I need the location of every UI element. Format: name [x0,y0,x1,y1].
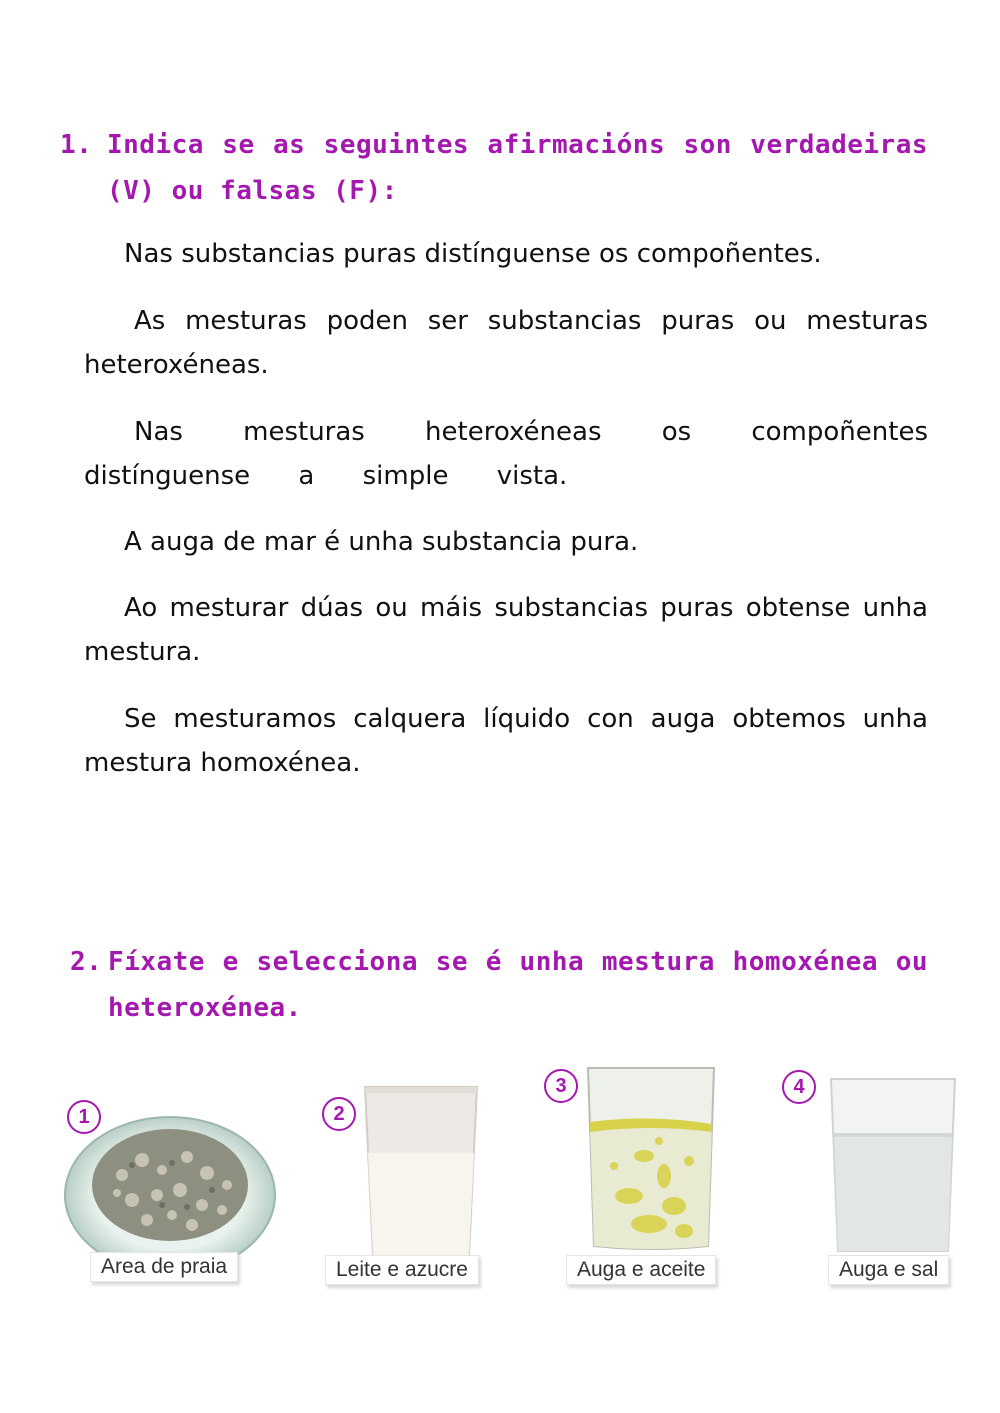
caption-milk: Leite e azucre [325,1255,479,1285]
badge-4: 4 [782,1070,816,1104]
caption-sand: Area de praia [90,1252,238,1282]
statement-2 [84,299,928,387]
statement-6 [84,697,928,785]
question-2-text: Fíxate e selecciona se é unha mestura homoxénea ou heteroxénea. [108,947,928,1023]
statement-6-text: Se mesturamos calquera líquido con auga obtemos unha mestura homoxénea. [84,704,928,778]
question-2-title [70,939,928,1031]
badge-1: 1 [67,1100,101,1134]
caption-salt-water: Auga e sal [828,1255,949,1285]
badge-2: 2 [322,1097,356,1131]
statement-2-text: As mesturas poden ser substancias puras ou mesturas heteroxéneas. [84,306,928,380]
oil-beaker-image [584,1066,719,1254]
milk-glass-image [361,1085,481,1260]
statement-5-text: Ao mesturar dúas ou máis substancias puras obtense unha mestura. [84,593,928,667]
statement-3-text: Nas mesturas heteroxéneas os compoñentes distínguense a simple vista. [84,417,928,491]
statement-1 [84,232,928,276]
salt-water-glass-image [828,1073,958,1263]
question-2-number: 2. [70,947,103,977]
statement-4 [84,520,928,564]
image-item-milk[interactable] [318,1085,508,1297]
image-item-sand[interactable] [62,1095,262,1295]
image-item-salt-water[interactable] [780,1065,970,1295]
question-1-title [60,122,928,214]
question-1-number: 1. [60,130,93,160]
image-item-oil[interactable] [542,1064,742,1294]
question-1-text: Indica se as seguintes afirmacións son verdadeiras (V) ou falsas (F): [107,130,928,206]
statement-4-text: A auga de mar é unha substancia pura. [124,527,639,557]
caption-oil: Auga e aceite [566,1255,716,1285]
statement-5 [84,586,928,674]
statement-1-text: Nas substancias puras distínguense os compoñentes. [124,239,822,269]
badge-3: 3 [544,1069,578,1103]
statement-3 [84,410,928,498]
